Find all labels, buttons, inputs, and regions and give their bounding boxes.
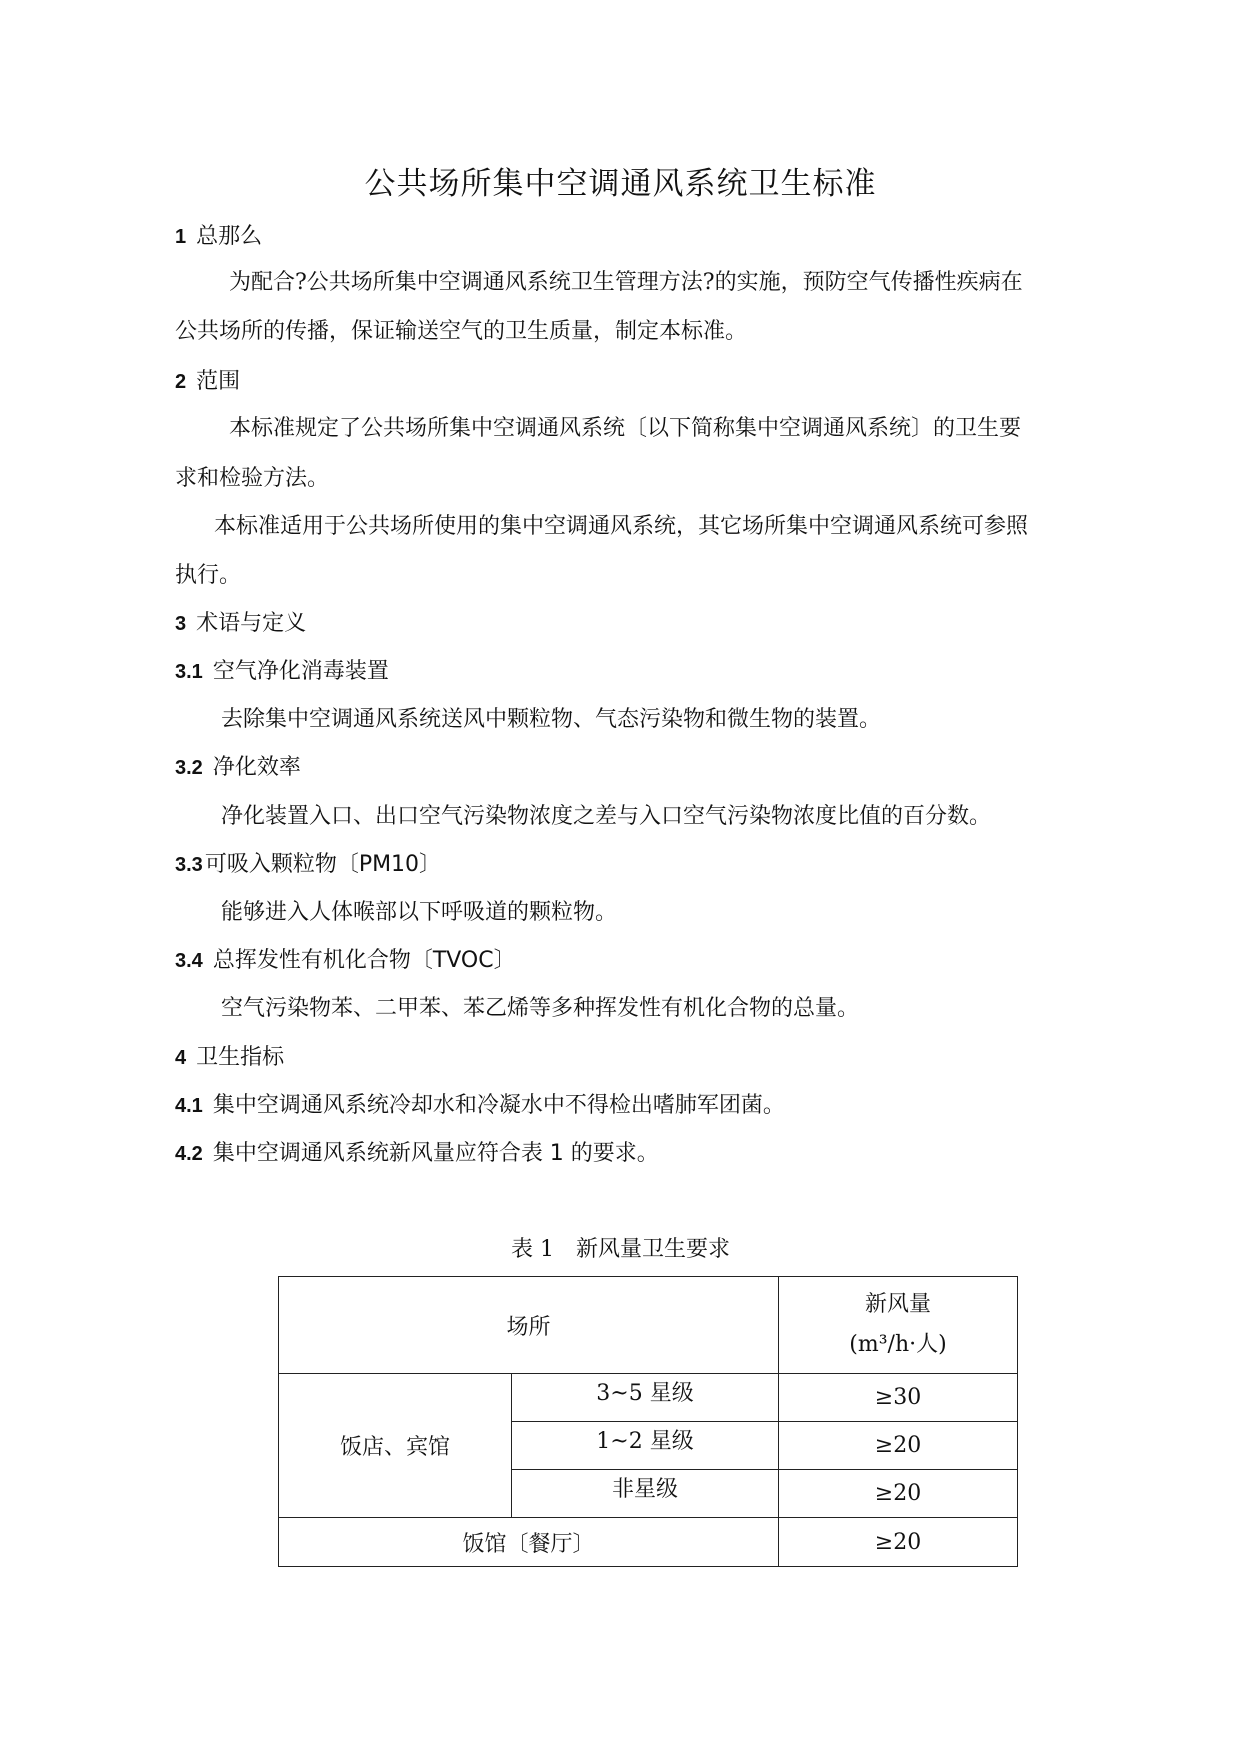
term-heading: [175, 753, 301, 783]
section-number: 4: [175, 1047, 187, 1069]
value-cell: ≥30: [779, 1374, 1018, 1422]
paragraph-line: 求和检验方法。: [175, 466, 330, 491]
section-number: 3: [175, 613, 187, 635]
section-2-heading: [175, 367, 240, 397]
term-text: 净化效率: [212, 755, 301, 780]
table-header-row: [279, 1277, 1018, 1374]
term-heading: [175, 657, 389, 687]
section-heading-text: 总那么: [196, 224, 263, 249]
paragraph-line: 本标准规定了公共场所集中空调通风系统〔以下简称集中空调通风系统〕的卫生要: [229, 416, 1022, 441]
term-number: 3.3: [175, 854, 203, 876]
place-cell: 饭馆〔餐厅〕: [279, 1518, 779, 1567]
term-text: 可吸入颗粒物〔PM10〕: [204, 852, 442, 877]
header-value-unit: (m³/h·人): [849, 1332, 947, 1357]
clause-number: 4.1: [175, 1095, 203, 1117]
header-value-label: 新风量: [865, 1292, 932, 1317]
section-4-heading: [175, 1043, 284, 1073]
term-definition: 能够进入人体喉部以下呼吸道的颗粒物。: [221, 900, 618, 925]
term-number: 3.2: [175, 757, 203, 779]
section-heading-text: 卫生指标: [196, 1045, 285, 1070]
header-place: 场所: [279, 1277, 779, 1374]
term-definition: 去除集中空调通风系统送风中颗粒物、气态污染物和微生物的装置。: [221, 707, 882, 732]
paragraph-line: 为配合?公共场所集中空调通风系统卫生管理方法?的实施，预防空气传播性疾病在: [229, 270, 1023, 295]
section-heading-text: 范围: [196, 369, 241, 394]
term-definition: 净化装置入口、出口空气污染物浓度之差与入口空气污染物浓度比值的百分数。: [221, 804, 992, 829]
clause-text: 集中空调通风系统新风量应符合表 1 的要求。: [212, 1141, 659, 1166]
sub-category: 3~5 星级: [512, 1374, 779, 1422]
clause-number: 4.2: [175, 1143, 203, 1165]
value-cell: ≥20: [779, 1518, 1018, 1567]
section-number: 1: [175, 226, 187, 248]
value-cell: ≥20: [779, 1470, 1018, 1518]
section-1-heading: [175, 222, 262, 252]
term-heading: [175, 946, 516, 976]
term-text: 总挥发性有机化合物〔TVOC〕: [212, 948, 516, 973]
term-text: 空气净化消毒装置: [212, 659, 389, 684]
table-row: [279, 1518, 1018, 1567]
clause-text: 集中空调通风系统冷却水和冷凝水中不得检出嗜肺军团菌。: [212, 1093, 785, 1118]
clause-line: [175, 1139, 659, 1169]
section-3-heading: [175, 609, 306, 639]
term-heading: [175, 850, 441, 880]
paragraph-line: 执行。: [175, 563, 242, 588]
sub-category: 1~2 星级: [512, 1422, 779, 1470]
value-cell: ≥20: [779, 1422, 1018, 1470]
fresh-air-table: [278, 1276, 1018, 1567]
document-title: 公共场所集中空调通风系统卫生标准: [364, 166, 877, 202]
term-number: 3.1: [175, 661, 203, 683]
clause-line: [175, 1091, 785, 1121]
group-label: 饭店、宾馆: [279, 1374, 512, 1518]
table-caption: 表 1 新风量卫生要求: [511, 1237, 730, 1262]
section-number: 2: [175, 371, 187, 393]
term-number: 3.4: [175, 950, 203, 972]
sub-category: 非星级: [512, 1470, 779, 1518]
paragraph-line: 公共场所的传播，保证输送空气的卫生质量，制定本标准。: [175, 319, 748, 344]
table-row: [279, 1374, 1018, 1422]
paragraph-line: 本标准适用于公共场所使用的集中空调通风系统，其它场所集中空调通风系统可参照: [214, 514, 1029, 539]
header-value: [779, 1277, 1018, 1374]
term-definition: 空气污染物苯、二甲苯、苯乙烯等多种挥发性有机化合物的总量。: [221, 996, 860, 1021]
section-heading-text: 术语与定义: [196, 611, 307, 636]
